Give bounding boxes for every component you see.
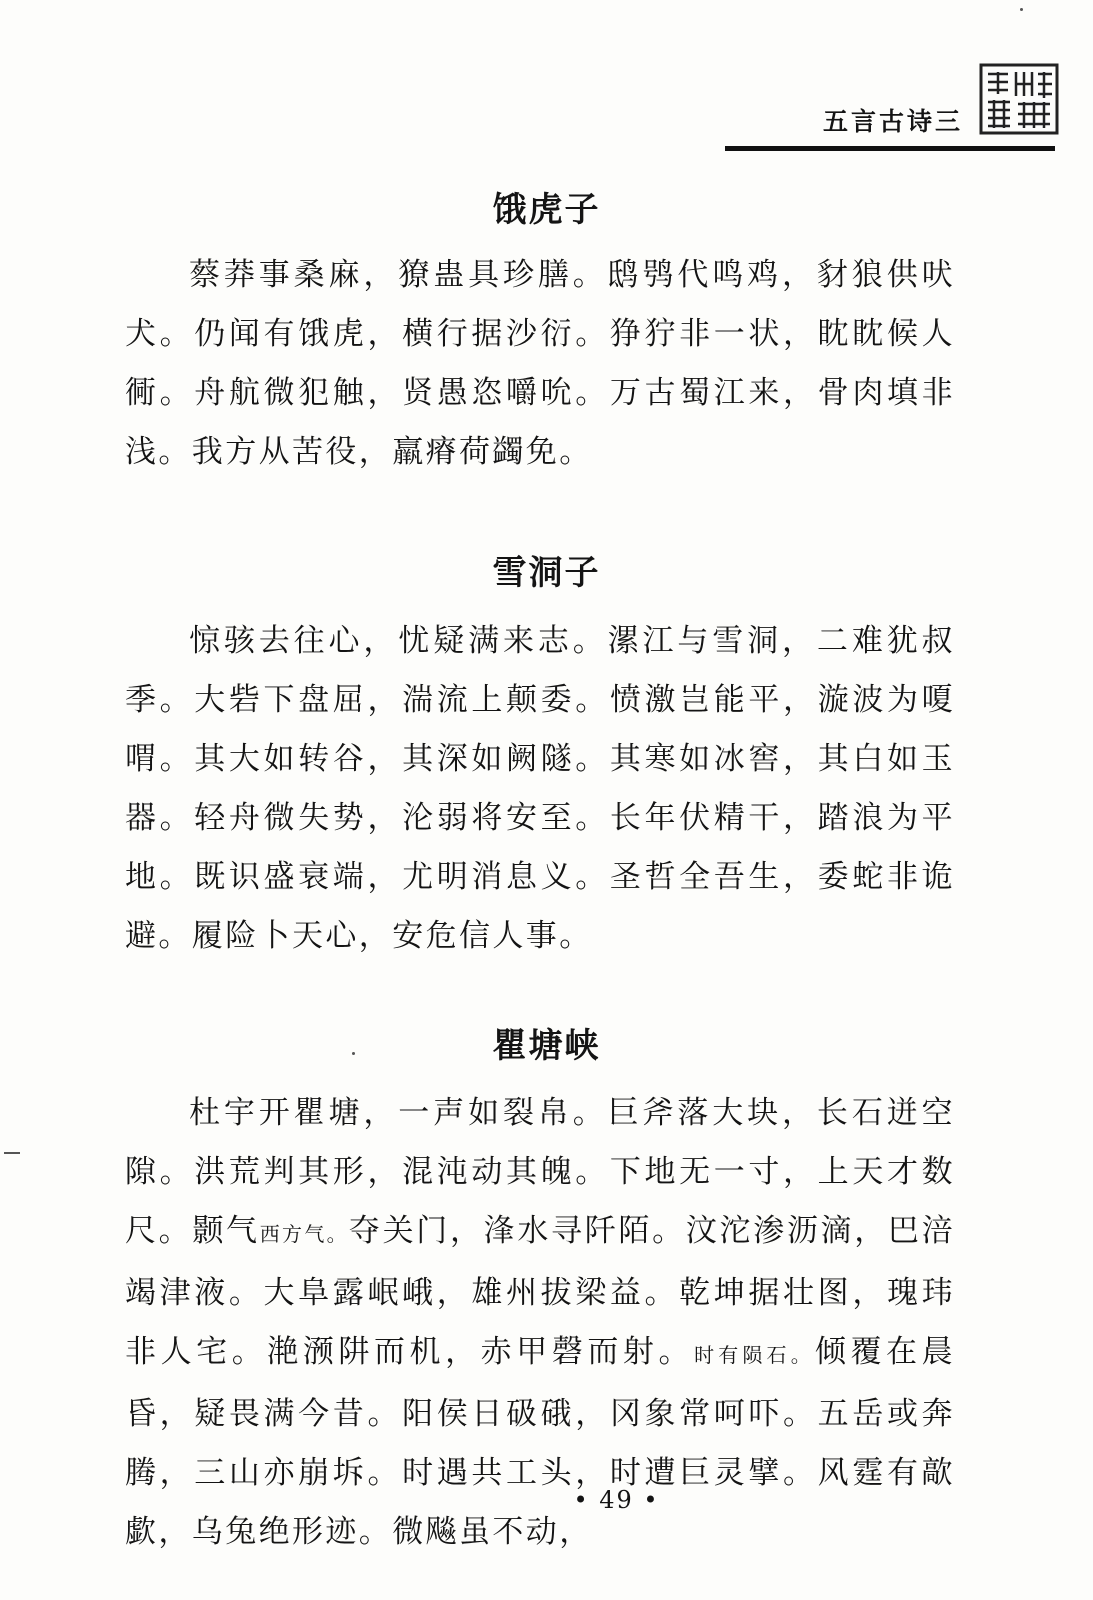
poem-text: 夺关门，浲水寻阡陌。汶沱渗沥滴，巴涪竭津液。大阜露岷峨，雄州拔梁益。乾坤据壮图，瑰玮非人宅。滟滪阱而机，赤甲磬而射。 xyxy=(125,1213,955,1370)
header-rule xyxy=(725,146,1055,151)
poem-text: 倾覆在晨昏，疑畏满今昔。阳侯日砐硪，冈象常呵吓。五岳或奔腾，三山亦崩坼。时遇共工头，时遭巨灵擘。风霆有歊歔，乌兔绝形迹。微飚虽不动， xyxy=(125,1334,956,1550)
poem-title: 瞿塘峡 xyxy=(492,1026,601,1066)
page-number: • 49 • xyxy=(573,1486,660,1514)
page-header xyxy=(0,0,1093,160)
seal-stamp-icon xyxy=(978,62,1060,136)
running-header-title: 五言古诗三 xyxy=(822,107,963,136)
annotation-note: 时有陨石。 xyxy=(694,1343,815,1367)
scan-speck xyxy=(1020,8,1023,11)
poem-body: 蔡莽事桑麻，獠蛊具珍膳。鸱鸮代鸣鸡，豺狼供吠犬。仍闻有饿虎，横行据沙衍。狰狞非一状，眈眈候人衕。舟航微犯触，贤愚恣嚼吮。万古蜀江来，骨肉填非浅。我方从苦役，羸瘠荷蠲免。 xyxy=(125,257,955,470)
poem-text: 杜宇开瞿塘，一声如裂帛。巨斧落大块，长石迸空隙。洪荒判其形，混沌动其魄。下地无一寸，上天才数尺。颢气 xyxy=(125,1095,955,1249)
poem-title: 饿虎子 xyxy=(492,190,601,230)
scan-speck xyxy=(4,1152,20,1154)
annotation-note: 西方气。 xyxy=(259,1222,349,1246)
scan-speck xyxy=(352,1052,355,1055)
poem-body: 惊骇去往心，忧疑满来志。漯江与雪洞，二难犹叔季。大砦下盘屈，湍流上颠委。愤激岂能平，漩波为嗄喟。其大如转谷，其深如阙隧。其寒如冰窖，其白如玉器。轻舟微失势，沦弱将安至。长年伏精干，踏浪为平地。既识盛衰端，尤明消息义。圣哲全吾生，委蛇非诡避。履险卜天心，安危信人事。 xyxy=(125,623,955,954)
poem-title: 雪洞子 xyxy=(492,553,601,593)
